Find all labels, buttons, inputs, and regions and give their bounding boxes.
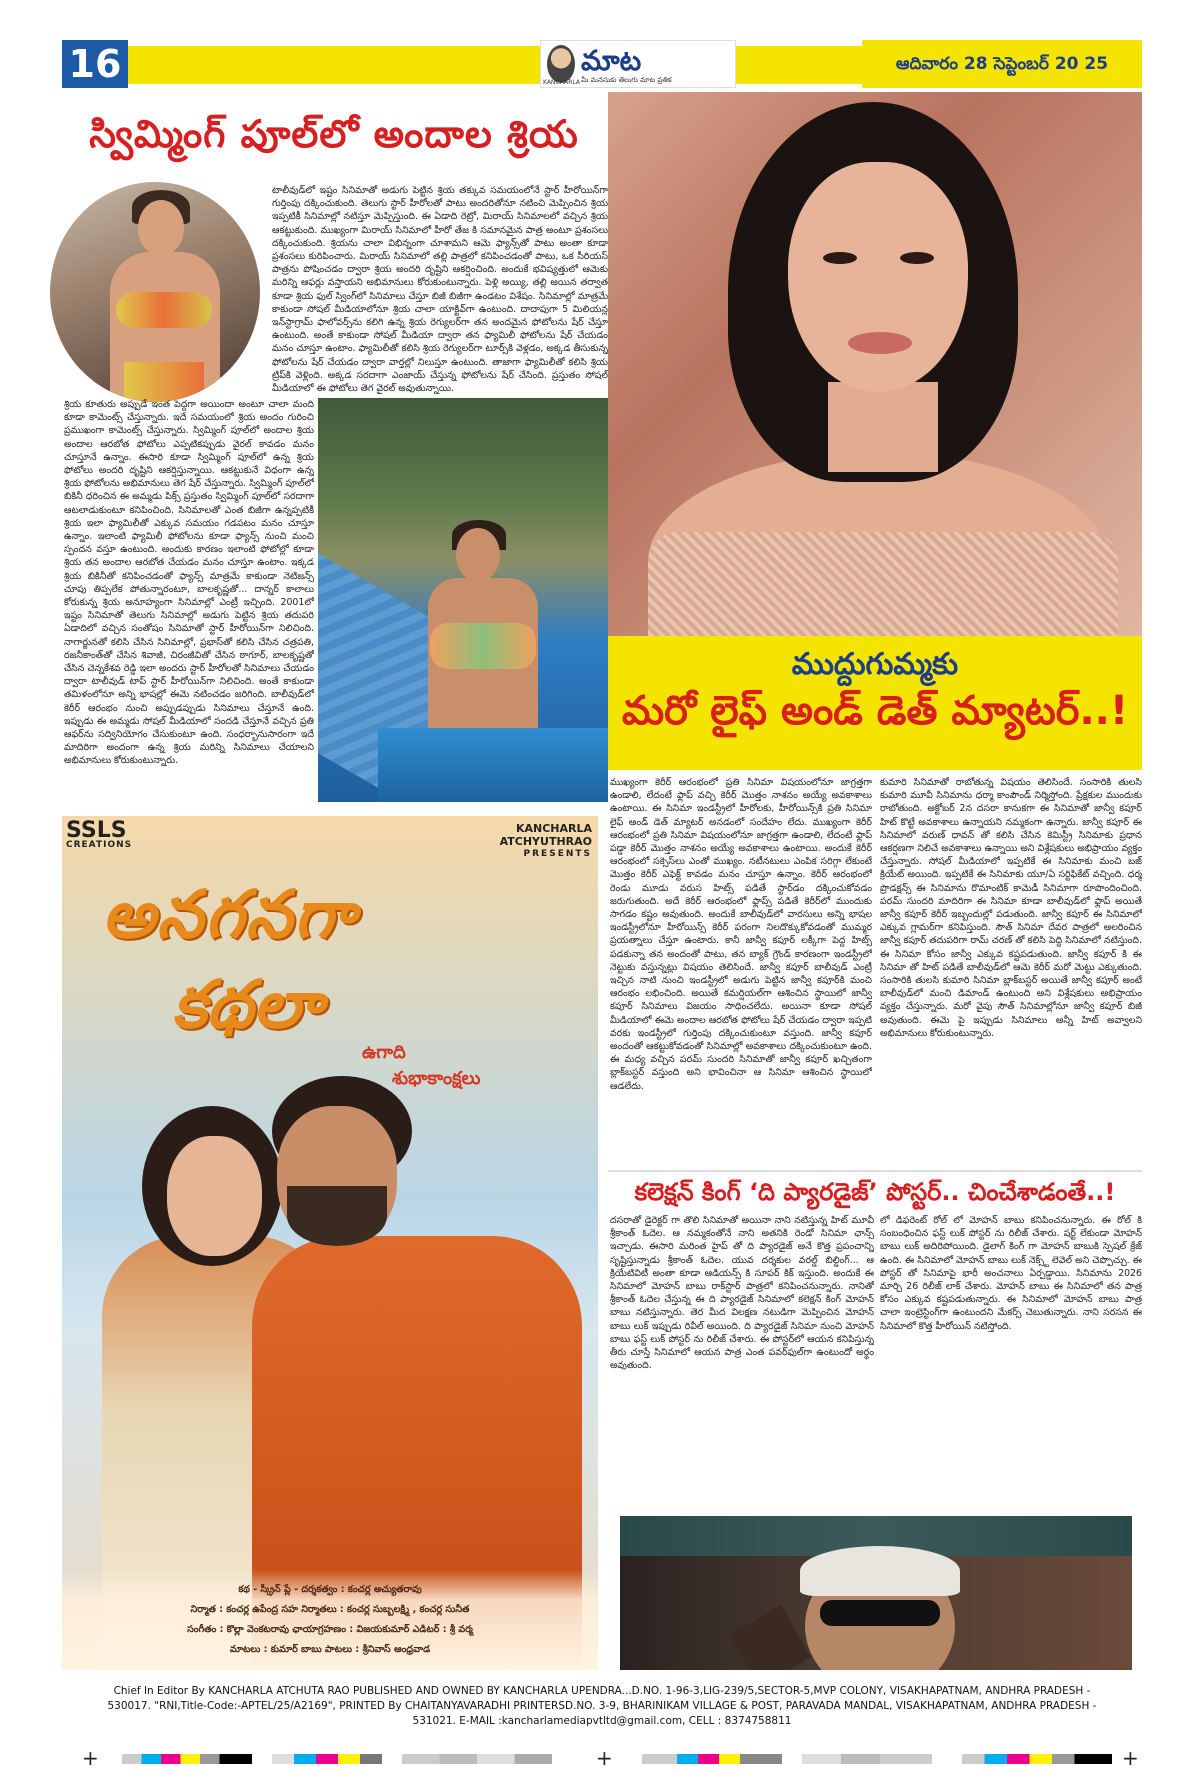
photo-sequin-dress bbox=[648, 532, 1118, 636]
issue-date: ఆదివారం 28 సెప్టెంబర్ 20 25 bbox=[862, 40, 1142, 88]
photo-neck bbox=[828, 382, 938, 472]
photo-face bbox=[788, 162, 968, 392]
shriya-circle-photo bbox=[50, 182, 260, 402]
poster-wish-line1: ఉగాది bbox=[362, 1042, 406, 1063]
registration-mark-icon: + bbox=[596, 1746, 613, 1770]
registration-mark-icon: + bbox=[1122, 1746, 1139, 1770]
photo-eye-right bbox=[900, 252, 934, 264]
registration-mark-icon: + bbox=[82, 1746, 99, 1770]
article3-headline: కలెక్షన్ కింగ్ ‘ది ప్యారడైజ్’ పోస్టర్.. చించేశాడంతే..! bbox=[608, 1170, 1142, 1210]
presenter-credit bbox=[500, 822, 592, 861]
imprint-line: 531021. E-MAIL :kancharlamediapvtltd@gmail.com, CELL : 8374758811 bbox=[412, 1715, 792, 1727]
poster-wish-line2: శుభాకాంక్షలు bbox=[392, 1068, 481, 1089]
poster-credit-line: సంగీతం : కొల్లా వెంకటరావు ఛాయాగ్రహణం : విజయకుమార్ ఎడిటర్ : శ్రీ వర్మ bbox=[187, 1624, 473, 1635]
logo-tagline: మీ మనసుకు తెలుగు మాట ప్రతిక bbox=[581, 76, 672, 84]
color-swatch bbox=[802, 1754, 932, 1764]
presenter-line3: PRESENTS bbox=[523, 849, 592, 859]
poster-credits-panel bbox=[62, 1570, 598, 1670]
article2-headline-box bbox=[608, 636, 1142, 770]
article2-paragraph-right: కుమారి సినిమాతో రాబోతున్న విషయం తెలిసిందే. సంసారికి తులసి కుమారి మూవీ సినిమాను ధర్మా కాంపౌండ్ నిర్మిస్తోంది. ప్రేక్షకుల ముందుకు రాబోతుంది. అక్టోబర్ 2న దసరా కానుకగా ఈ సినిమాతో జాన్వీ కపూర్ హిట్ కొట్టే అవకాశాలు ఉన్నాయని నమ్మకంగా ఉన్నారు. జాన్వీ కపూర్ ఈ సినిమాలో వరుణ్ ధావన్ తో కలిసి చేసిన కెమిస్ట్రీ సినిమాకు ప్రధాన ఆకర్షణగా నిలిచే అవకాశాలు ఉన్నాయి అని విశ్లేషకులు అభిప్రాయం వ్యక్తం చేస్తున్నారు. సోషల్ మీడియాలో ఇప్పటికే ఈ సినిమాకు మంచి బజ్ క్రియేట్ అయింది. ఇప్పటికే ఈ సినిమాకు యూ/ఏ సర్టిఫికేట్ వచ్చింది. ధర్మ ప్రొడక్షన్స్ ఈ సినిమాను రొమాంటిక్ కామెడీ సినిమాగా రూపొందించింది. పరమ్ సుందరి మాదిరిగా ఈ సినిమా కూడా బాలీవుడ్‌లో ఫ్లాప్ అయితే జాన్వీ కపూర్ కెరీర్ ఇబ్బందుల్లో పడుతుంది. జాన్వీ కపూర్ ఈ సినిమాలో ఎక్కువ గ్లామర్‌గా కనిపిస్తుంది. సౌత్ సినిమా దేవర పాత్రలో అలరించిన జాన్వీ కపూర్ తదుపరిగా రామ్ చరణ్ తో కలిసి పెద్ది సినిమాలో నటిస్తుంది. ఈ సినిమా కోసం జాన్వీ ఎక్కువ కష్టపడుతుంది. జాన్వీ కపూర్ కి ఈ సినిమా తో హిట్ పడితే బాలీవుడ్‌లో ఆమె కెరీర్ మరో మెట్టు ఎక్కుతుంది. సంసారికి తులసి కుమారి సినిమా బ్లాక్‌బస్టర్ అయితే జాన్వీ కపూర్ అంటే బాలీవుడ్‌లో మంచి డిమాండ్ ఉంటుంది అని విశ్లేషకులు అభిప్రాయం వ్యక్తం చేస్తున్నారు. మరో వైపు సౌత్ సినిమాల్లోనూ జాన్వీ కపూర్ బిజీ అవుతుంది. ఈమె పై ఇప్పుడు సినిమాలు అన్నీ హిట్ అవ్వాలని అభిమానులు కోరుకుంటున్నారు. bbox=[880, 777, 1142, 1039]
color-swatch bbox=[642, 1754, 782, 1764]
photo-bikini-top bbox=[116, 292, 212, 328]
article3-text-left bbox=[610, 1214, 874, 1506]
masthead-band-left bbox=[128, 46, 598, 84]
presenter-line2: ATCHYUTHRAO bbox=[499, 835, 592, 848]
poster-credit-line: మాటలు : కుమార్ బాబు పాటలు : శ్రీనివాస్ ఆంధ్రవాడ bbox=[229, 1644, 431, 1655]
article2-text-left bbox=[610, 776, 872, 1158]
sunglasses-icon bbox=[820, 1600, 940, 1626]
studio-logo-left-sub: CREATIONS bbox=[66, 840, 133, 850]
color-swatch bbox=[272, 1754, 382, 1764]
article1-paragraph-left: శ్రియ కూతురు అప్పుడే ఇంత పెద్దగా అయిందా అంటూ చాలా మంది కూడా కామెంట్స్ చేస్తున్నారు. ఇదే సమయంలో శ్రియ అందం గురించి ప్రముఖంగా కామెంట్స్ చేస్తున్నారు. స్విమ్మింగ్ పూల్‌లో అందాల శ్రియ అందాల ఆరబోత ఫోటోలు ఎప్పటికప్పుడు వైరల్ కావడం మనం చూస్తూనే ఉన్నాం. ఈసారి కూడా స్విమ్మింగ్ పూల్‌లో ఉన్న శ్రియ ఫోటోలు అందరి దృష్టిని ఆకర్షిస్తున్నాయి. ఆకట్టుకునే విధంగా ఉన్న శ్రియ ఫోటోలను అభిమానులు తెగ షేర్ చేస్తున్నారు. స్విమ్మింగ్ పూల్‌లో బికినీ ధరించిన ఈ అమ్మడు పిక్స్ ప్రస్తుతం స్విమ్మింగ్ పూల్‌లో సరదాగా ఆటలాడుకుంటూ కనిపించింది. సినిమాలతో ఎంత బిజీగా ఉన్నప్పటికీ శ్రియ ఇలా ఫ్యామిలీతో ఎక్కువ సమయం గడపటం మనం చూస్తూ ఉన్నాం. ఇలాంటి ఫ్యామిలీ ఫోటోలను కూడా ఫ్యాన్స్ నుంచి మంచి స్పందన వస్తూ ఉంటుంది. అందుకు కారణం ఇలాంటి ఫోటోల్లో కూడా శ్రియ తన అందాల ఆరబోత చేయడం మనం చూస్తూ ఉంటాం. ఇక్కడ శ్రియ బికినీతో కనిపించడంతో ఫ్యాన్స్ మాత్రమే కాకుండా నెటిజన్స్ చూపు తిప్పలేక పోతున్నారంటూ, బాలకృష్ణతో... దాన్నర్ కాలాలు కోరుకున్న శ్రియ అనూహ్యంగా సినిమాల్లో ఎంట్రీ ఇచ్చింది. 2001లో ఇష్టం సినిమాతో తెలుగు సినిమాల్లో అడుగు పెట్టిన శ్రియ తదుపరి ఏడాదిలో వచ్చిన సంతోషం సినిమాతో స్టార్ హీరోయిన్‌గా నిలిచింది. నాగార్జునతో కలిసి చేసిన సినిమాల్లో, ప్రభాస్‌తో కలిసి చేసిన చత్రపతి, రజనీకాంత్‌తో చేసిన శివాజీ, చిరంజీవితో చేసిన ఠాగూర్, బాలకృష్ణతో చేసిన చెన్నకేశవ రెడ్డి ఇలా అందరు స్టార్ హీరోలతో సినిమాలు చేయడం ద్వారా టాలీవుడ్ టాప్ స్టార్ హీరోయిన్‌గా నిలిచింది. అంతే కాకుండా తమిళంలోనూ అన్ని భాషల్లో ఈమె నటించడం జరిగింది. బాలీవుడ్‌లో కెరీర్ ఆరంభం నుంచి అప్పుడప్పుడు సినిమాలు చేస్తూనే ఉంది. ఇప్పుడు ఈ అమ్మడు సోషల్ మీడియాలో సందడి చేస్తూనే వచ్చిన ప్రతి ఆఫర్‌ను సద్వినియోగం చేసుకుంటూ ఉంది. సంధర్భానుసారంగా ఇదే మాదిరిగా అందంగా ఉన్న శ్రియ మరిన్ని సినిమాలు చేయాలని అభిమానులు కోరుకుంటున్నారు. bbox=[64, 399, 314, 767]
article2-text-right bbox=[880, 776, 1142, 1158]
poster-title-line1: అనగనగా bbox=[102, 876, 357, 953]
article3-text-right bbox=[880, 1214, 1142, 1506]
article3-paragraph-right: లో డిఫరెంట్ రోల్ లో మోహన్ బాబు కనిపించనున్నారు. ఈ రోల్ కి సంబంధించిన ఫస్ట్ లుక్ పోస్టర్ ను రిలీజ్ చేశారు. షర్ట్ లేకుండా మోహన్ బాబు లుక్ అదిరిపోయింది. డైలాగ్ కింగ్ గా మోహన్ బాబుకి స్పెషల్ క్రేజ్ ఉంది. ఈ సినిమాలో మోహన్ బాబు లుక్ నెక్స్ట్ లెవెల్ అని చెప్పొచ్చు. ఈ పోస్టర్ తో సినిమాపై భారీ అంచనాలు ఏర్పడ్డాయి. సినిమాను 2026 మార్చి 26 రిలీజ్ లాక్ చేశారు. మోహన్ బాబు ఈ సినిమాలో తన పాత్ర కోసం ఎక్కువ కష్టపడుతున్నారు. ఈ సినిమాలో మోహన్ బాబు పాత్ర చాలా ఇంట్రెస్టింగ్‌గా ఉంటుందని మేకర్స్ చెబుతున్నారు. నాని సరసన ఈ సినిమాలో కొత్త హీరోయిన్ నటిస్తోంది. bbox=[880, 1215, 1142, 1332]
logo-publisher: KANCHARLA bbox=[543, 79, 580, 86]
imprint-line: Chief In Editor By KANCHARLA ATCHUTA RAO PUBLISHED AND OWNED BY KANCHARLA UPENDRA...D.NO. 1-96-3,LIG-239/5,SECTOR-5,MVP COLONY, VISAKHAPATNAM, ANDHRA PRADESH - bbox=[113, 1685, 1091, 1697]
photo-face bbox=[456, 528, 500, 582]
poster-title-line2: కథలా bbox=[172, 966, 323, 1043]
print-color-bar bbox=[62, 1746, 1142, 1770]
masthead bbox=[62, 40, 1142, 88]
imprint-line: 530017. "RNI,Title-Code:-APTEL/25/A2169", PRINTED By CHAITANYAVARADHI PRINTERSD.NO. 3-9, BHARINIKAM VILLAGE & POST, PARAVADA MANDAL, VISAKHAPATNAM, ANDHRA PRADESH - bbox=[107, 1700, 1097, 1712]
article3-paragraph-left: దసరాతో డైరెక్టర్ గా తొలి సినిమాతో అయినా నాని నటిస్తున్న హిట్ మూవీ శ్రీకాంత్ ఓదెల. ఆ నమ్మకంతోనే నాని అతనికి రెండో సినిమా ఛాన్స్ ఇచ్చాడు. ఈసారి మరింత హైప్ తో ది ప్యారడైజ్ అనే కొత్త ప్రపంచాన్ని సృష్టిస్తున్నాడు శ్రీకాంత్ ఓదెల. యువ దర్శకుల వరల్డ్ బిల్డింగ్... ఆ క్రియేటివిటీ అంతా కూడా ఆడియన్స్ కి సూపర్ కిక్ ఇస్తుంది. అందుకే ఈ సినిమాలో మోహన్ బాబు రాక్‌స్టార్ పాత్రలో కనిపించనున్నారు. నానితో శ్రీకాంత్ ఓదెల చేస్తున్న ఈ ది ప్యారడైజ్ సినిమాలో కలెక్షన్ కింగ్ మోహన్ బాబు నటిస్తున్నారు. తెర మీద విలక్షణ నటుడిగా మెప్పించిన మోహన్ బాబు లుక్ ఇప్పుడు రివీల్ అయింది. ది ప్యారడైజ్ సినిమా నుంచి మోహన్ బాబు ఫస్ట్ లుక్ పోస్టర్ ను రిలీజ్ చేశారు. ఈ పోస్టర్‌లో ఆయన కనిపిస్తున్న తీరు చూస్తే సినిమాలో ఆయన పాత్ర ఎంత పవర్‌ఫుల్‌గా ఉంటుందో అర్థం అవుతుంది. bbox=[610, 1215, 874, 1372]
photo-bikini bbox=[430, 623, 536, 669]
poster-actor-white-hair bbox=[800, 1546, 960, 1596]
article2-subhead: ముద్దుగుమ్మకు bbox=[791, 647, 959, 682]
poster-credit-line: కథ - స్క్రీన్ ప్లే - దర్శకత్వం : కంచర్ల అచ్యుతరావు bbox=[238, 1584, 422, 1595]
photo-face bbox=[138, 200, 184, 256]
color-swatch bbox=[402, 1754, 552, 1764]
photo-bikini-bottom bbox=[124, 362, 204, 402]
janhvi-kapoor-photo bbox=[608, 92, 1142, 636]
newspaper-logo bbox=[540, 40, 736, 88]
presenter-line1: KANCHARLA bbox=[515, 822, 592, 835]
article2-paragraph-left: ముఖ్యంగా కెరీర్ ఆరంభంలో ప్రతి సినిమా విషయంలోనూ జాగ్రత్తగా ఉండాలి, లేదంటే ఫ్లాప్ వచ్చి కెరీర్ మొత్తం నాశనం అయ్యే అవకాశాలు ఉంటాయి. ఈ సినిమా ఇండస్ట్రీలో హీరోలకు, హీరోయిన్స్‌కి ప్రతి సినిమా లైఫ్ అండ్ డెత్ మ్యాటర్ అనడంలో సందేహం లేదు. ముఖ్యంగా కెరీర్ ఆరంభంలో ప్రతి సినిమా విషయంలోనూ జాగ్రత్తగా ఉండాలి, లేదంటే ఫ్లాప్ పడ్డా కెరీర్ మొత్తం నాశనం అయ్యే అవకాశాలు ఉంటాయి. అందుకే కెరీర్ ఆరంభంలో సక్సెస్‌లు ఎంతో ముఖ్యం. నటీనటులు ఎంపిక సరిగ్గా లేకుంటే మొత్తం కెరీర్ ఎఫెక్ట్ కావడం మనం చూస్తూ ఉన్నాం. కెరీర్ ఆరంభంలో రెండు మూడు వరుస హిట్స్ పడితే స్టార్‌డం దక్కించుకోవడం జరుగుతుంది. అదే కెరీర్ ఆరంభంలో ఫ్లాప్స్ పడితే కెరీర్‌లో ముందుకు సాగడం కష్టం అవుతుంది. అందుకే బాలీవుడ్‌లో వారసులు అన్ని భాషల ఇండస్ట్రీలోనూ హీరోయిన్స్ కెరీర్ పరంగా నిలదొక్కుకోవడంతో ముమ్మర ప్రయత్నాలు చేస్తూ ఉంటారు. కానీ జాన్వీ కపూర్ లక్కీగా పెద్ద హిట్స్ పడకున్నా తన అందంతో పాటు, తన బ్యాక్ గ్రౌండ్ కారణంగా ఇండస్ట్రీలో నెట్టుకు వస్తున్నట్లు విషయం తెలిసిందే. జాన్వీ కపూర్ బాలీవుడ్ ఎంట్రీ ఇచ్చిన నాటి నుంచి ఇండస్ట్రీలో అడుగు పెట్టిన జాన్వీ కపూర్‌కి మంచి ఆరంభం లభించింది. అయితే కమర్షియల్‌గా ఆశించిన స్థాయిలో జాన్వీ కపూర్ సినిమాలు విజయం సాధించలేదు. అయినా కూడా సోషల్ మీడియాలో ఈమె అందాల ఆరబోత ఫోటోలు షేర్ చేయడం ద్వారా ఇప్పటి వరకు ఇండస్ట్రీలో గుర్తింపు దక్కించుకుంటూ వస్తుంది. జాన్వీ కపూర్ అందంతో ఆకట్టుకోవడంతో సినిమాల్లో అవకాశాలు దక్కించుకుంటూ ఉంది. ఈ మధ్య వచ్చిన పరమ్ సుందరి సినిమాతో జాన్వీ కపూర్ ఖచ్చితంగా బ్లాక్‌బస్టర్ వస్తుంది అని భావించినా ఆ సినిమా ఆశించిన స్థాయిలో ఆడలేదు. bbox=[610, 777, 872, 1092]
logo-word: మాట bbox=[581, 44, 642, 77]
shriya-pool-photo bbox=[318, 398, 608, 802]
founder-portrait-icon bbox=[547, 45, 575, 83]
rifle-icon bbox=[729, 1605, 811, 1670]
article1-headline: స్విమ్మింగ్ పూల్‌లో అందాల శ్రియ bbox=[89, 112, 579, 156]
photo-eye-left bbox=[823, 252, 857, 264]
mohan-babu-paradise-poster bbox=[620, 1516, 1132, 1670]
color-swatch bbox=[962, 1754, 1112, 1764]
photo-lips bbox=[848, 332, 912, 354]
anaganaga-kathala-poster bbox=[62, 816, 598, 1670]
color-swatch bbox=[122, 1754, 252, 1764]
article1-paragraph-top: టాలీవుడ్‌లో ఇష్టం సినిమాతో అడుగు పెట్టిన శ్రియ తక్కువ సమయంలోనే స్టార్ హీరోయిన్‌గా గుర్తింపు దక్కించుకుంది. తెలుగు స్టార్ హీరోలతో పాటు అందరితోనూ నటించి మెప్పించిన శ్రియ ఇప్పటికీ సినిమాల్లో నటిస్తూ మెప్పిస్తుంది. ఈ ఏడాది రెట్రో, మిరాయ్ సినిమాలలో వచ్చిన శ్రియ ఆకట్టుకుంది. ముఖ్యంగా మిరాయ్ సినిమాలో హీరో తేజ కి సమానమైన పాత్ర అంటూ ప్రశంసలు దక్కించుకుంది. శ్రియను చాలా విభిన్నంగా చూశామని ఆమె ఫ్యాన్స్‌తో పాటు అంతా కూడా ప్రశంసలు కురిపించారు. మిరాయ్ సినిమాలో తల్లి పాత్రలో కనిపించడంతో పాటు, ఒక సీరియస్ పాత్రను పోషించడం ద్వారా శ్రియ అందరి దృష్టిని ఆకర్షించింది. అందుకే భవిష్యత్తులో ఆమెకు మరిన్ని ఆఫర్లు వస్తాయని అభిమానులు కోరుకుంటున్నారు. పెళ్లి అయ్యి, తల్లి అయిన తర్వాత కూడా శ్రియ ఫుల్ స్వింగ్‌లో సినిమాలు చేస్తూ బిజీ బిజీగా ఉండటం విశేషం. సినిమాల్లో మాత్రమే కాకుండా సోషల్ మీడియాలోనూ శ్రియ చాలా యాక్టివ్‌గా ఉంటుంది. దాదాపుగా 5 మిలియన్ల ఇన్‌స్టాగ్రామ్ ఫాలోవర్స్‌ను కలిగి ఉన్న శ్రియ రెగ్యులర్‌గా తన అందమైన ఫోటోలను షేర్ చేస్తూ ఉంటుంది. అంతే కాకుండా సోషల్ మీడియా ద్వారా తన ఫ్యామిలీ ఫోటోలను షేర్ చేయడం మనం చూస్తూ ఉంటాం. ఫ్యామిలీతో కలిసి శ్రియ రెగ్యులర్‌గా టూర్స్‌కి వెళ్లడం, అక్కడ తీసుకున్న ఫోటోలను షేర్ చేయడం ద్వారా వార్తల్లో నిలుస్తూ ఉంటుంది. తాజాగా ఫ్యామిలీతో కలిసి శ్రియ ట్రిప్‌కి వెళ్లింది. అక్కడ సరదాగా ఎంజాయ్ చేస్తున్న ఫోటోలను షేర్ చేసింది. ప్రస్తుతం సోషల్ మీడియాలో ఈ ఫోటోలు తెగ వైరల్ అవుతున్నాయి. bbox=[272, 185, 608, 394]
article1-text-top bbox=[272, 184, 608, 394]
imprint-footer bbox=[62, 1684, 1142, 1744]
article1-text-left bbox=[64, 398, 314, 802]
article2-headline: మరో లైఫ్ అండ్ డెత్ మ్యాటర్..! bbox=[621, 688, 1129, 734]
pool-water bbox=[378, 728, 608, 802]
page-number: 16 bbox=[62, 40, 128, 88]
poster-credit-line: నిర్మాత : కంచర్ల ఉపేంద్ర సహ నిర్మాతలు : కంచర్ల సుబ్బలక్ష్మి , కంచర్ల సునీత bbox=[190, 1604, 470, 1615]
poster-actor-beard bbox=[287, 1186, 387, 1246]
studio-logo-left: SSLS bbox=[66, 818, 127, 843]
poster-actress-face bbox=[167, 1136, 262, 1256]
